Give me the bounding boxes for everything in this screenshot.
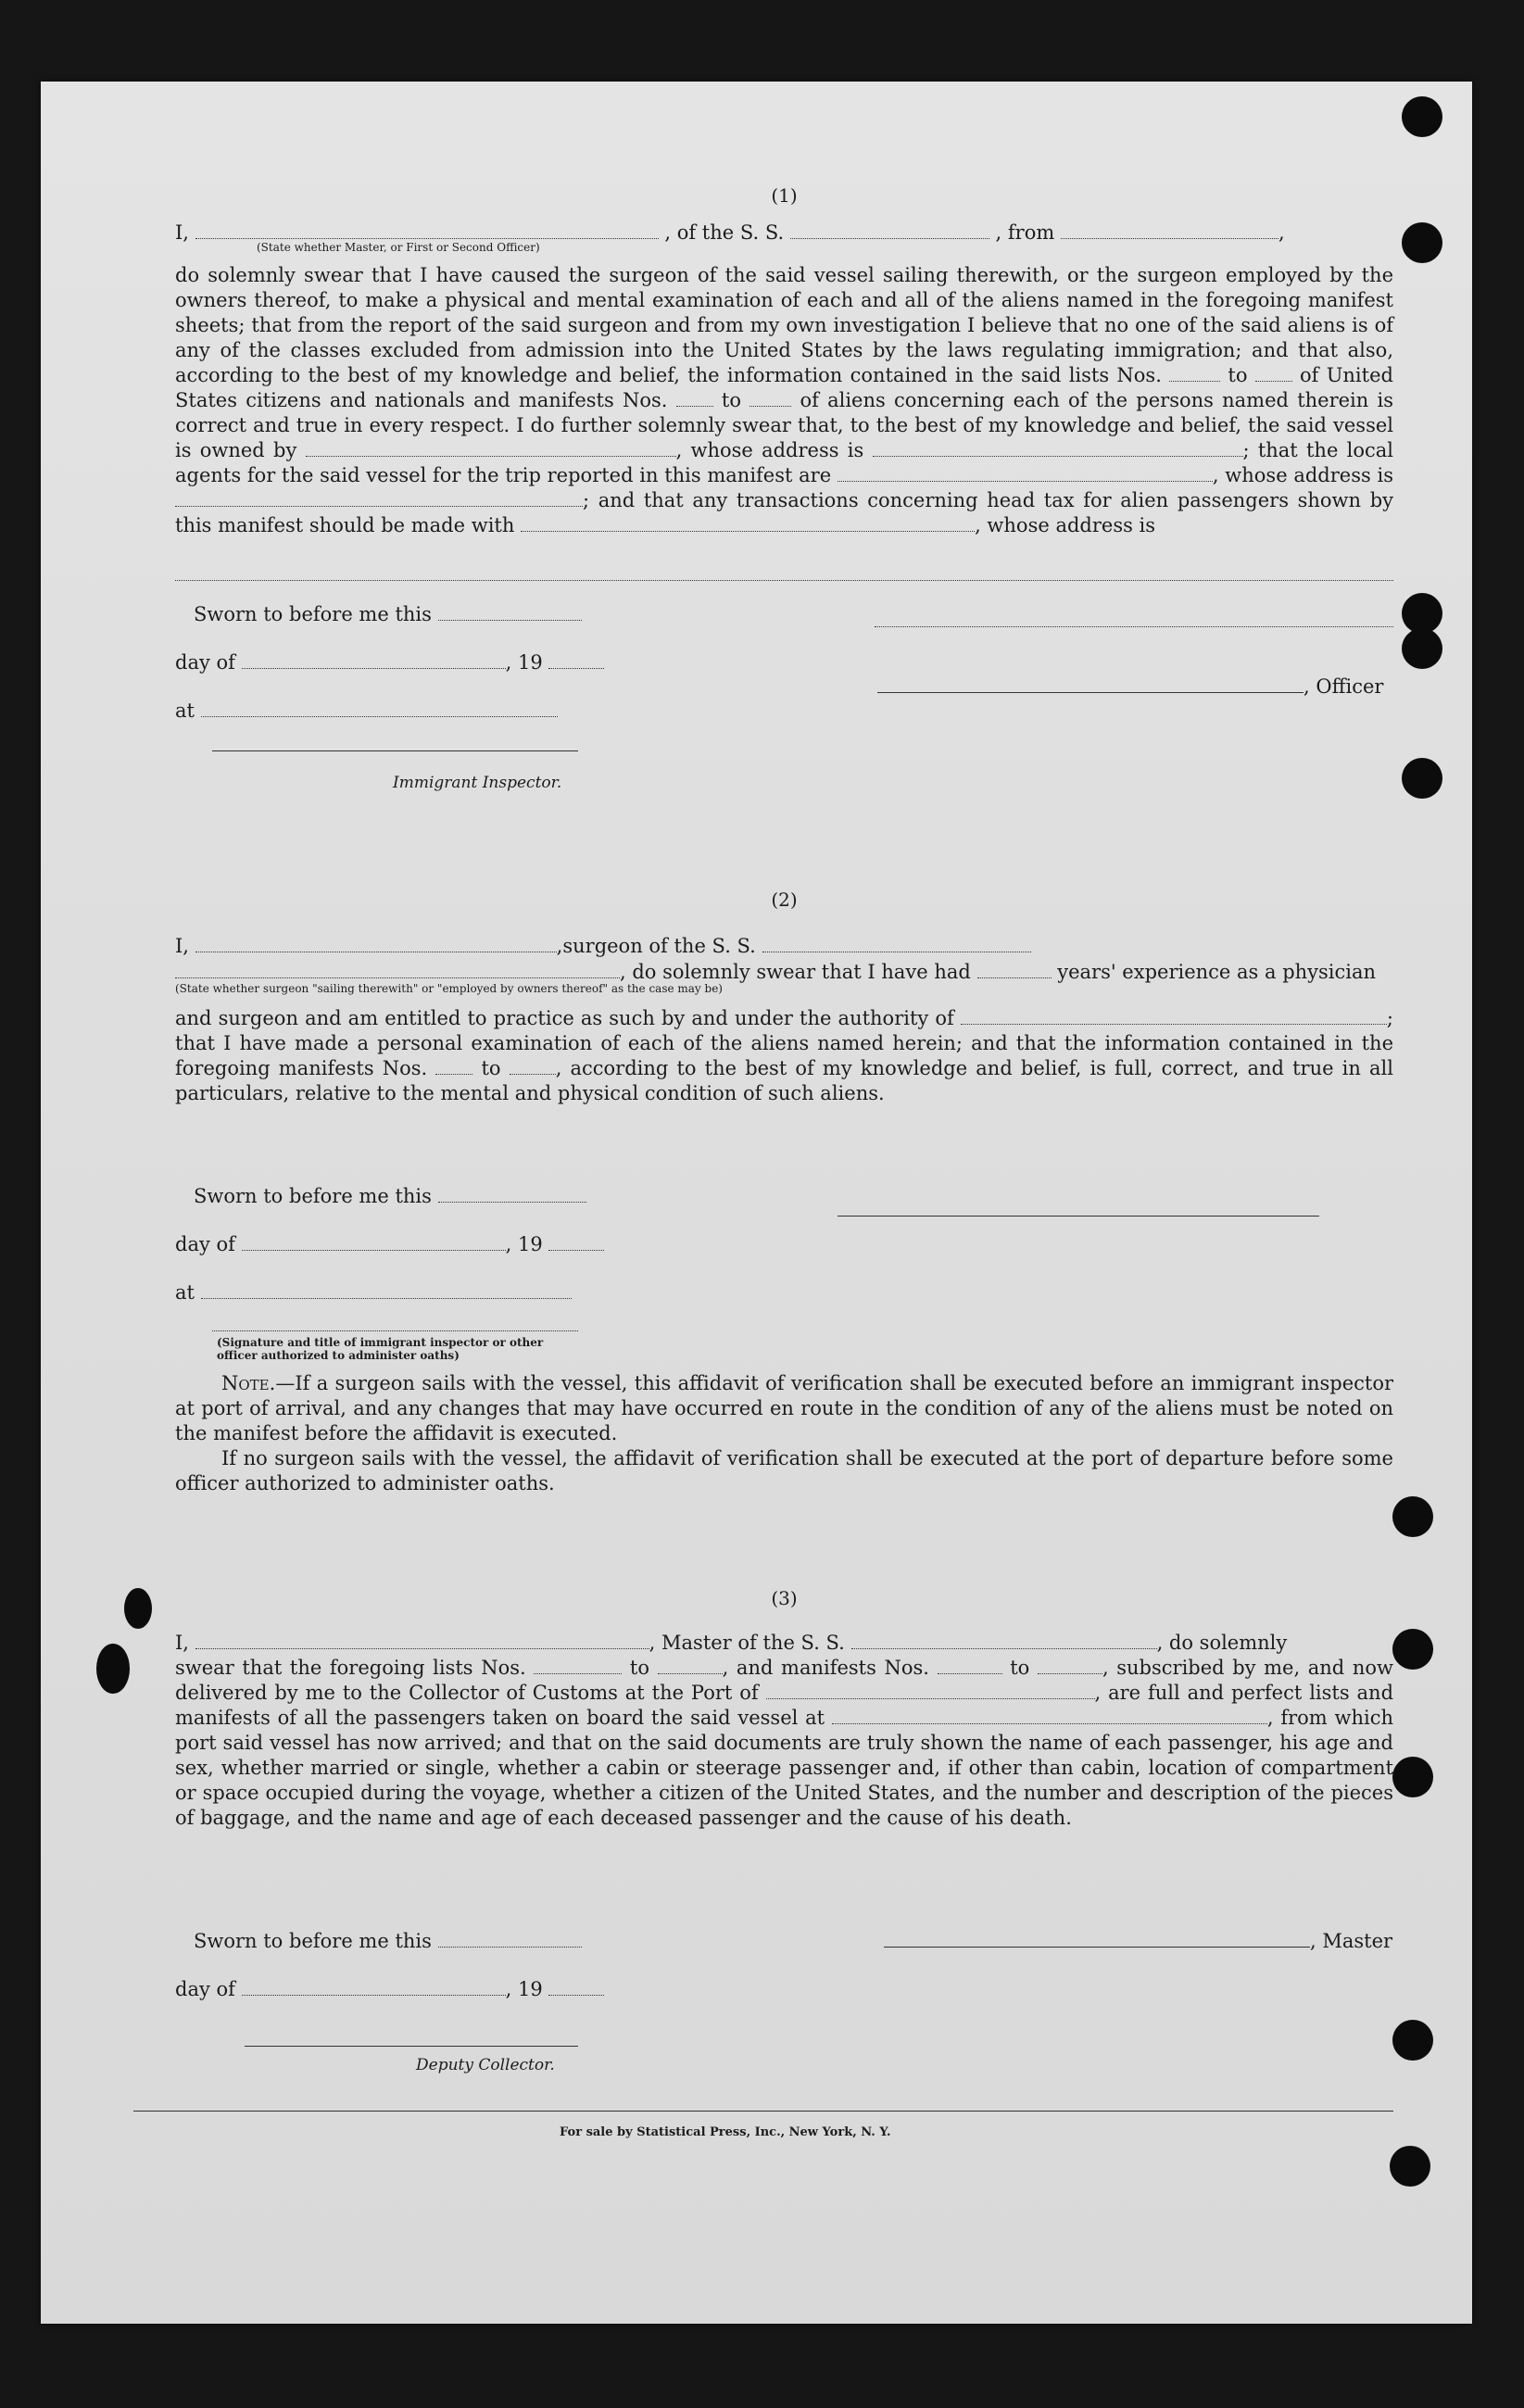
section-1-text-2: of United States citizens and nationals and manifests Nos. [175,364,1393,411]
semicolon: ; [1242,439,1250,461]
binder-hole [1392,1496,1433,1537]
binder-hole [1392,2020,1433,2061]
lists-from-field[interactable] [1169,366,1220,382]
lists-from-field-3[interactable] [534,1658,622,1674]
master-name-field[interactable] [195,1633,649,1649]
section-2-day [175,1232,604,1257]
section-2-state-note: (State whether surgeon "sailing therewith" or "employed by owners thereof" as the case may be) [175,982,723,995]
master-vessel-field[interactable] [851,1633,1157,1649]
day-of-label: day of [175,651,235,674]
whose-address-1: , whose address is [675,439,864,461]
section-2-header [175,934,1031,959]
comma: , [1278,221,1285,244]
section-1-to-2: to [721,389,741,411]
whose-address-2: whose address is [1225,464,1393,486]
sworn-date-field-3[interactable] [438,1932,582,1948]
section-1-sworn [194,602,582,627]
head-tax-field[interactable] [521,516,975,532]
section-2-sworn [194,1184,586,1209]
address-continuation-line[interactable] [175,580,1393,581]
agents-field[interactable] [838,466,1213,482]
day-of-label-2: day of [175,1233,235,1255]
at-label: at [175,700,195,722]
at-field[interactable] [201,701,558,717]
binder-hole [1402,96,1442,137]
section-3-number: (3) [771,1587,798,1609]
manifests-from-field-2[interactable] [435,1059,472,1075]
swear-label: , do solemnly swear that I have had [620,961,971,983]
torn-corner [1329,2324,1472,2379]
note-paragraph-2: If no surgeon sails with the vessel, the affidavit of verification shall be executed at the port of departure before some officer authorized to administer oaths. [175,1447,1393,1494]
note-paragraph-1 [175,1371,1393,1446]
officer-signature [877,674,1383,700]
section-1-state-note: (State whether Master, or First or Second Officer) [257,241,540,254]
owner-field[interactable] [306,441,676,457]
comma: , [1212,464,1219,486]
officer-signature-field[interactable] [877,677,1304,693]
year-field[interactable] [548,653,604,669]
note-dash: — [275,1372,296,1394]
section-1-text-5: ; and that any transactions concerning head tax for alien passengers shown by this manifest should be made with [175,489,1393,536]
section-3-text-2: delivered by me to the Collector of Customs at the Port of [175,1682,759,1704]
binder-hole [1402,628,1442,669]
years-label: years' experience as a physician [1057,961,1377,983]
year-label-2: , 19 [505,1233,543,1255]
section-3-day [175,1977,604,2002]
from-which-label: , from which [1266,1707,1393,1729]
section-3-text-1: swear that the foregoing lists Nos. [175,1657,526,1679]
sworn-date-field[interactable] [438,605,582,621]
master-label: , Master [1310,1930,1393,1952]
day-field-2[interactable] [242,1235,506,1251]
binder-hole [1392,1629,1433,1670]
section-1-day [175,650,604,675]
section-3-to-2: to [1010,1657,1030,1679]
master-signature-field[interactable] [884,1932,1310,1948]
section-2-swear-line [175,960,1376,985]
port-field[interactable] [766,1683,1095,1699]
section-2-text-3: , according to the best of my knowledge and belief, is full, correct, and true in all particulars, relative to the mental and physical condition of such aliens. [175,1057,1393,1104]
subscribed-label: , subscribed by me, and now [1102,1657,1393,1679]
agents-address-field[interactable] [175,491,583,507]
section-3-body [175,1656,1393,1831]
footer-imprint: For sale by Statistical Press, Inc., New York, N. Y. [560,2125,891,2139]
section-1-body [175,263,1393,538]
sworn-label: Sworn to before me this [194,603,432,625]
boarding-port-field[interactable] [832,1708,1267,1724]
year-field-2[interactable] [548,1235,604,1251]
officer-signature-top[interactable] [875,602,1393,627]
section-2-text-1: and surgeon and am entitled to practice as such by and under the authority of [175,1007,954,1029]
vessel-name-field[interactable] [790,223,989,239]
note-label: Note. [221,1372,276,1394]
section-2-at [175,1280,572,1305]
sworn-date-field-2[interactable] [438,1187,586,1203]
immigrant-inspector-label: Immigrant Inspector. [393,774,562,792]
manifests-to-field-3[interactable] [1038,1658,1102,1674]
day-of-label-3: day of [175,1978,235,2000]
day-field[interactable] [242,653,506,669]
semicolon: ; [1386,1007,1393,1029]
binder-hole [1402,222,1442,263]
binder-hole [1392,1757,1433,1797]
officer-label: , Officer [1304,675,1384,698]
section-2-sig-note: (Signature and title of immigrant inspector or other officer authorized to administer oaths) [217,1336,544,1362]
binder-hole [1390,2146,1430,2187]
note-text-1: If a surgeon sails with the vessel, this affidavit of verification shall be executed before an immigrant inspector at port of arrival, and any changes that may have occurred en route in the condition of any of the aliens must be noted on the manifest before the affidavit is executed. [175,1372,1393,1444]
full-label: , are full and perfect lists and [1094,1682,1394,1704]
lists-to-field[interactable] [1255,366,1292,382]
deputy-collector-label: Deputy Collector. [416,2056,555,2074]
year-label-3: , 19 [505,1978,543,2000]
section-3-sworn [194,1929,582,1954]
surgeon-of-label: ,surgeon of the S. S. [556,935,756,957]
authority-field[interactable] [961,1009,1387,1025]
surgeon-signature-line[interactable] [838,1216,1319,1217]
section-1-at [175,699,558,724]
whose-address-3: , whose address is [975,514,1156,536]
section-2-number: (2) [771,889,798,911]
sworn-label-2: Sworn to before me this [194,1185,432,1207]
section-2-i: I, [175,935,189,957]
section-1-number: (1) [771,184,798,207]
lists-to-field-3[interactable] [658,1658,723,1674]
inspector-signature-line[interactable] [212,750,578,751]
binder-hole [1402,758,1442,799]
note-block [175,1371,1393,1496]
section-3-i: I, [175,1632,189,1654]
section-3-to: to [629,1657,650,1679]
master-signature [884,1929,1392,1954]
year-field-3[interactable] [548,1980,604,1996]
surgeon-vessel-field[interactable] [762,937,1031,952]
section-1-from: , from [995,221,1055,244]
manifest-page [41,82,1472,2324]
section-1-text-4: that the local agents for the said vessel for the trip reported in this manifest are [175,439,1393,486]
years-field[interactable] [977,963,1052,978]
section-1-to: to [1228,364,1248,386]
section-1-i: I, [175,221,189,244]
manifests-to-field[interactable] [749,391,791,407]
at-field-2[interactable] [201,1283,572,1299]
section-2-to: to [481,1057,501,1079]
year-label: , 19 [505,651,543,674]
at-label-2: at [175,1281,195,1304]
deputy-signature-line[interactable] [245,2046,578,2047]
day-field-3[interactable] [242,1980,506,1996]
ink-blot [96,1644,130,1694]
master-of-label: , Master of the S. S. [649,1632,845,1654]
solemnly-label: , do solemnly [1156,1632,1288,1654]
section-1-text-1: do solemnly swear that I have caused the surgeon of the said vessel sailing therewith, or the surgeon employed by the owners thereof, to make a physical and mental examination of each and all of the aliens named in the foregoing manifest sheets; that from the report of the said surgeon and from my own investigation I believe that no one of the said aliens is of any of the classes excluded from admission into the United States by the laws regulating immigration; and that also, according to the best of my knowledge and belief, the information contained in the said lists Nos. [175,264,1393,386]
footer-rule [133,2111,1393,2112]
section-2-text-2: that I have made a personal examination of each of the aliens named herein; and that the information contained in the foregoing manifests Nos. [175,1032,1393,1079]
from-port-field[interactable] [1061,223,1278,239]
owner-address-field[interactable] [873,441,1243,457]
manifests-from-field-3[interactable] [938,1658,1002,1674]
manifests-from-field[interactable] [676,391,713,407]
surgeon-status-field[interactable] [175,963,620,978]
section-2-body [175,1006,1393,1106]
manifests-to-field-2[interactable] [510,1059,556,1075]
surgeon-name-field[interactable] [195,937,557,952]
section-3-header [175,1631,1393,1656]
section-1-of-ss: , of the S. S. [664,221,785,244]
section-2-signature-line[interactable] [212,1330,578,1331]
officer-name-field[interactable] [195,223,659,239]
ink-blot [124,1588,152,1629]
and-manifests-label: , and manifests Nos. [722,1657,929,1679]
section-1-text-3: of aliens concerning each of the persons named therein is correct and true in every respect. I do further solemnly swear that, to the best of my knowledge and belief, the said vessel is owned by [175,389,1394,461]
section-3-text-4: port said vessel has now arrived; and that on the said documents are truly shown the name of each passenger, his age and sex, whether married or single, whether a cabin or steerage passenger and, if other than cabin, location of compartment or space occupied during the voyage, whether a citizen of the United States, and the number and description of the pieces of baggage, and the name and age of each deceased passenger and the cause of his death. [175,1732,1393,1829]
section-3-text-3: manifests of all the passengers taken on board the said vessel at [175,1707,825,1729]
sworn-label-3: Sworn to before me this [194,1930,432,1952]
